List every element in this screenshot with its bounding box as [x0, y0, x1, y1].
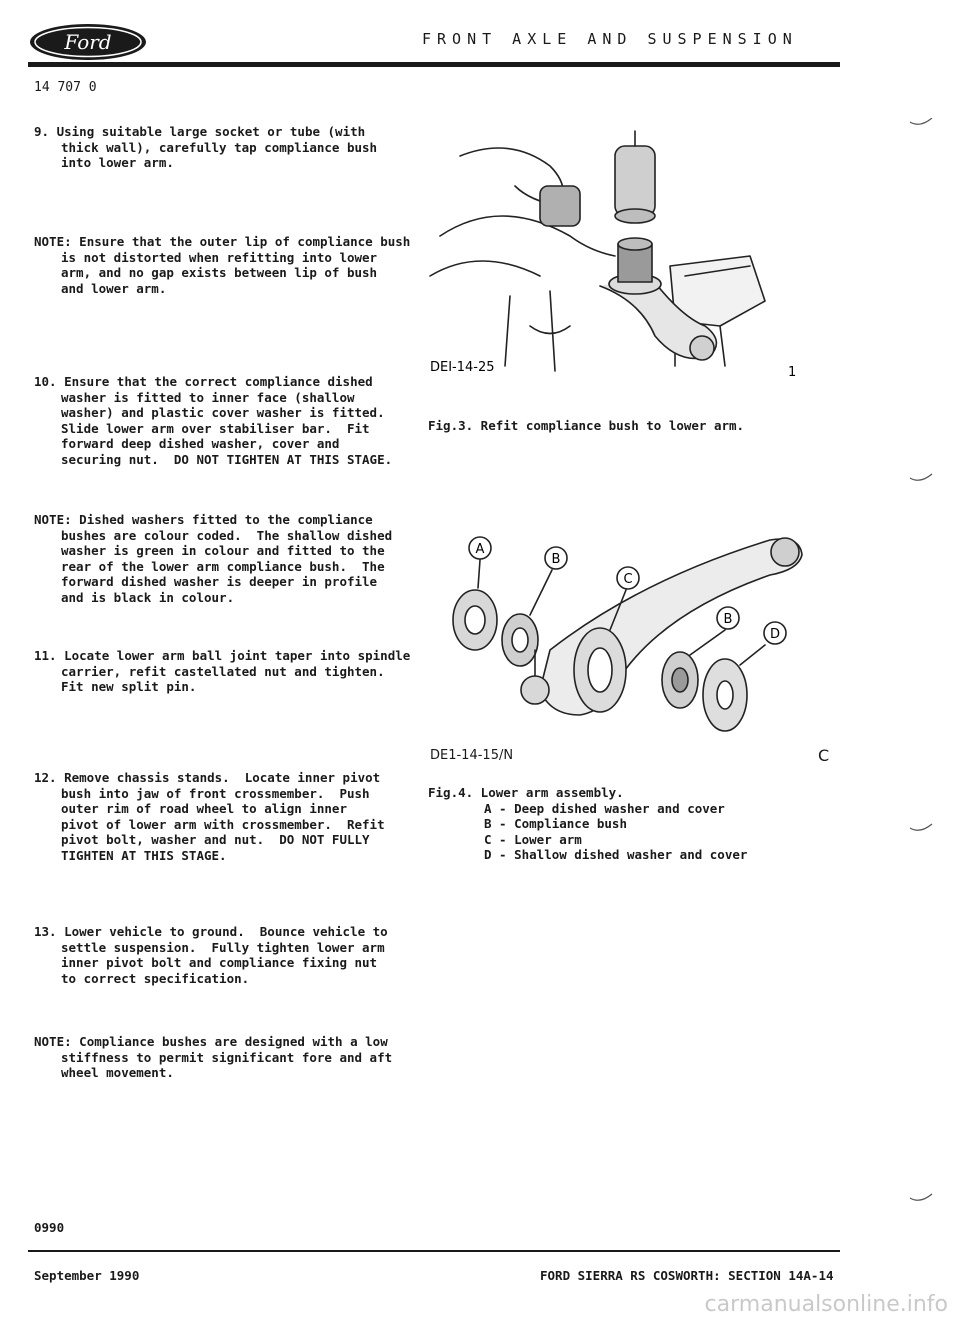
- callout-a: A: [475, 542, 485, 557]
- step-13: 13. Lower vehicle to ground. Bounce vehicle to settle suspension. Fully tighten lower arm inner pivot bolt and compliance fixing nut to correct specification.: [34, 924, 388, 986]
- fig4-illustration: [440, 520, 820, 760]
- fig4-code: DE1-14-15/N: [430, 748, 514, 763]
- callout-b: B: [551, 552, 561, 567]
- fig3-illustration: [420, 126, 800, 376]
- note-3: NOTE: Compliance bushes are designed with a low stiffness to permit significant fore and aft wheel movement.: [34, 1034, 393, 1080]
- watermark: carmanualsonline.info: [704, 1292, 948, 1317]
- callout-b2: B: [723, 612, 733, 627]
- callout-d: D: [769, 627, 781, 642]
- fig4-mark: C: [818, 746, 830, 765]
- fig4-caption-block: [428, 785, 747, 863]
- ford-logo: [28, 22, 148, 62]
- fig4-legend-a: A - Deep dished washer and cover: [484, 800, 725, 816]
- callout-c: C: [623, 572, 633, 587]
- margin-tick-marks: [900, 118, 940, 1218]
- fig3-code: DEI-14-25: [430, 360, 495, 375]
- footer-rule: [28, 1250, 840, 1252]
- note-2: NOTE: Dished washers fitted to the compliance bushes are colour coded. The shallow dished washer is green in colour and fitted to the rear of the lower arm compliance bush. The forward dished washer is deeper in profile and is black in colour.: [34, 512, 393, 605]
- step-9: 9. Using suitable large socket or tube (with thick wall), carefully tap compliance bush into lower arm.: [34, 124, 378, 170]
- step-12: 12. Remove chassis stands. Locate inner pivot bush into jaw of front crossmember. Push outer rim of road wheel to align inner pivot of lower arm with crossmember. Refit pivot bolt, washer and nut. DO NOT FULLY TIGHTEN AT THIS STAGE.: [34, 770, 385, 863]
- footer-date: September 1990: [34, 1268, 140, 1283]
- fig4-legend-c: C - Lower arm: [484, 831, 582, 847]
- fig4-legend-b: B - Compliance bush: [484, 816, 627, 831]
- step-11: 11. Locate lower arm ball joint taper into spindle carrier, refit castellated nut and tighten. Fit new split pin.: [34, 648, 411, 694]
- footer-section: FORD SIERRA RS COSWORTH: SECTION 14A-14: [540, 1268, 834, 1283]
- note-1: NOTE: Ensure that the outer lip of compliance bush is not distorted when refitting into lower arm, and no gap exists between lip of bush and lower arm.: [34, 234, 411, 296]
- fig4-legend-d: D - Shallow dished washer and cover: [484, 847, 748, 862]
- fig3-number: 1: [788, 365, 797, 376]
- step-10: 10. Ensure that the correct compliance dished washer is fitted to inner face (shallow washer) and plastic cover washer is fitted. Slide lower arm over stabiliser bar. Fit forward deep dished washer, cover and securing nut. DO NOT TIGHTEN AT THIS STAGE.: [34, 374, 393, 467]
- footer-code: 0990: [34, 1220, 65, 1235]
- fig3-caption: Fig.3. Refit compliance bush to lower arm.: [428, 418, 745, 433]
- page-header-title: FRONT AXLE AND SUSPENSION: [422, 30, 798, 48]
- reference-number: 14 707 0: [34, 80, 97, 95]
- header-rule: [28, 62, 840, 67]
- logo-text: Ford: [64, 30, 112, 54]
- fig4-caption: Fig.4. Lower arm assembly.: [428, 785, 624, 800]
